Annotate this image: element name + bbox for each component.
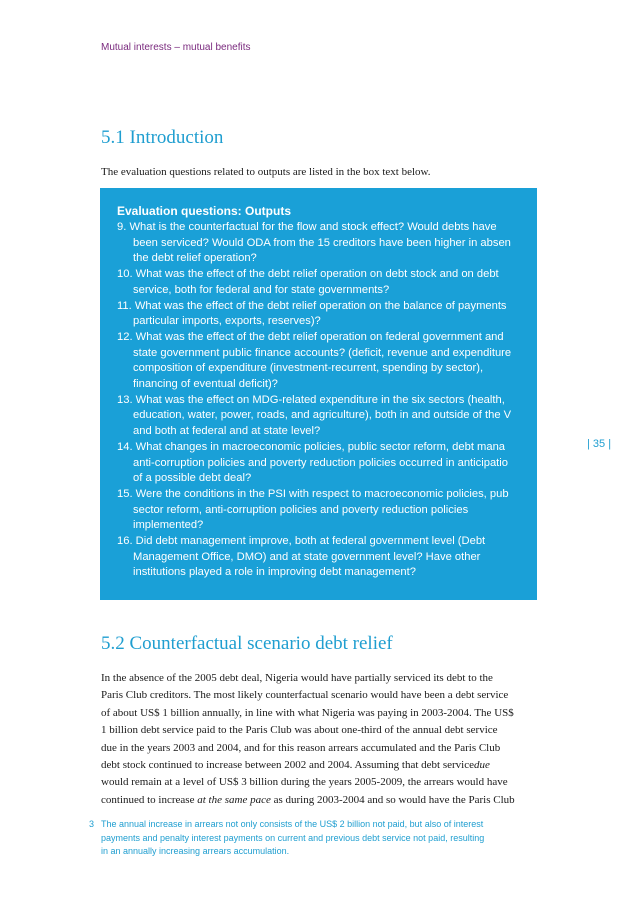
question-item [117,534,511,581]
body-line-text: continued to increase [101,793,195,806]
question-line: state government public finance accounts? (deficit, revenue and expenditure [133,346,512,359]
question-line: 12. What was the effect of the debt relief operation on federal government and [117,330,504,343]
question-line: composition of expenditure (investment-recurrent, spending by sector), [133,362,484,375]
body-line: In the absence of the 2005 debt deal, Nigeria would have partially serviced its debt to the [101,672,493,684]
question-line: anti-corruption policies and poverty reduction policies occurred in anticipatio [133,456,508,469]
box-title: Evaluation questions: Outputs [117,204,292,218]
body-paragraph [101,670,541,809]
question-line: education, water, power, roads, and agriculture), both in and outside of the V [133,409,512,422]
question-item [117,330,511,393]
body-line-italic: at the same pace [197,793,271,806]
section-heading-counterfactual: 5.2 Counterfactual scenario debt relief [101,633,393,654]
body-line-italic: due [474,759,490,772]
footnote-line: in an annually increasing arrears accumulation. [101,846,290,856]
question-line: 15. Were the conditions in the PSI with respect to macroeconomic policies, pub [117,487,509,500]
footnote-line: The annual increase in arrears not only consists of the US$ 2 billion not paid, but also of interest [101,819,484,829]
body-line [101,792,541,809]
footnote-mark: 3 [89,819,95,829]
question-line: 14. What changes in macroeconomic policies, public sector reform, debt mana [117,440,506,453]
question-line: 11. What was the effect of the debt relief operation on the balance of payments [117,299,507,312]
question-item [117,220,511,267]
question-line: 9. What is the counterfactual for the flow and stock effect? Would debts have [117,221,497,233]
question-list [117,220,511,581]
question-line: service, both for federal and for state governments? [133,283,390,296]
question-line: 13. What was the effect on MDG-related expenditure in the six sectors (health, [117,393,505,406]
question-item [117,267,511,298]
running-header: Mutual interests – mutual benefits [101,42,251,53]
question-line: implemented? [133,519,204,532]
question-line: Management Office, DMO) and at state government level? Have other [133,550,481,563]
body-line: of about US$ 1 billion annually, in line with what Nigeria was paying in 2003-2004. The US$ [101,706,514,719]
footnote [89,818,485,859]
body-line [101,757,541,774]
question-line: been serviced? Would ODA from the 15 creditors have been higher in absen [133,236,511,249]
body-line: due in the years 2003 and 2004, and for this reason arrears accumulated and the Paris Club [101,741,501,754]
body-line: Paris Club creditors. The most likely counterfactual scenario would have been a debt service [101,689,509,702]
page-number: | 35 | [587,438,612,450]
intro-paragraph: The evaluation questions related to outputs are listed in the box text below. [101,166,431,178]
question-item [117,299,511,330]
question-item [117,440,511,487]
evaluation-questions-box [100,188,537,600]
question-line: of a possible debt deal? [133,472,252,485]
question-item [117,487,511,534]
question-line: particular imports, exports, reserves)? [133,315,321,328]
body-line: would remain at a level of US$ 3 billion during the years 2005-2009, the arrears would have [101,776,508,789]
body-line-text: as during 2003-2004 and so would have the Paris Club [273,793,515,806]
question-line: and both at federal and at state level? [133,425,321,438]
section-heading-introduction: 5.1 Introduction [101,127,224,148]
question-line: institutions played a role in improving debt management? [133,566,416,579]
question-line: the debt relief operation? [133,252,257,265]
question-line: financing of eventual deficit)? [133,378,278,391]
question-line: 10. What was the effect of the debt relief operation on debt stock and on debt [117,268,499,281]
body-line-text: debt stock continued to increase between 2002 and 2004. Assuming that debt service [101,759,474,772]
footnote-line: payments and penalty interest payments on current and previous debt service not paid, resulting [101,832,485,843]
question-line: sector reform, anti-corruption policies and poverty reduction policies [133,503,469,516]
question-item [117,393,511,440]
body-line: 1 billion debt service paid to the Paris Club was about one-third of the annual debt service [101,724,498,737]
question-line: 16. Did debt management improve, both at federal government level (Debt [117,535,486,548]
